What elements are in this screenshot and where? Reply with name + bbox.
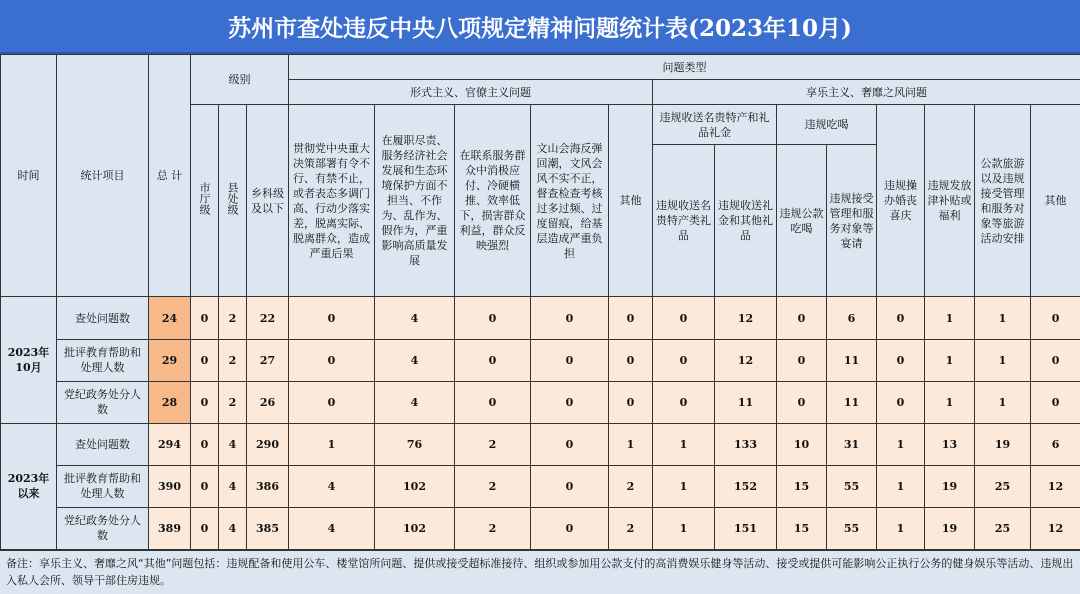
row-label: 查处问题数 — [57, 423, 149, 465]
cell: 15 — [777, 507, 827, 549]
header-formalism-2: 在履职尽责、服务经济社会发展和生态环境保护方面不担当、不作为、乱作为、假作为，严重影响高质量发展 — [375, 105, 455, 297]
cell: 0 — [1031, 381, 1080, 423]
cell: 0 — [653, 297, 715, 339]
cell: 151 — [715, 507, 777, 549]
table-row — [1, 297, 1080, 339]
cell: 31 — [827, 423, 877, 465]
cell: 19 — [925, 465, 975, 507]
cell-total: 294 — [149, 423, 191, 465]
cell: 0 — [531, 381, 609, 423]
table-row — [1, 381, 1080, 423]
cell: 0 — [191, 465, 219, 507]
cell: 1 — [925, 381, 975, 423]
cell: 0 — [531, 507, 609, 549]
header-level-township: 乡科级及以下 — [247, 105, 289, 297]
cell-total: 390 — [149, 465, 191, 507]
cell-total: 28 — [149, 381, 191, 423]
cell: 0 — [531, 423, 609, 465]
cell: 22 — [247, 297, 289, 339]
cell: 386 — [247, 465, 289, 507]
period-label: 2023年10月 — [1, 297, 57, 423]
cell: 0 — [609, 381, 653, 423]
header-eat-2: 违规接受管理和服务对象等宴请 — [827, 145, 877, 297]
header-hedonism-other: 其他 — [1031, 105, 1080, 297]
cell: 10 — [777, 423, 827, 465]
table-row — [1, 423, 1080, 465]
cell: 0 — [777, 297, 827, 339]
cell: 385 — [247, 507, 289, 549]
cell: 0 — [877, 339, 925, 381]
cell: 1 — [289, 423, 375, 465]
cell: 4 — [219, 423, 247, 465]
row-label: 党纪政务处分人数 — [57, 507, 149, 549]
cell: 15 — [777, 465, 827, 507]
cell: 19 — [975, 423, 1031, 465]
cell: 1 — [653, 423, 715, 465]
cell: 2 — [219, 339, 247, 381]
cell: 0 — [289, 381, 375, 423]
header-problem-type: 问题类型 — [289, 55, 1080, 80]
table-row — [1, 465, 1080, 507]
row-label: 批评教育帮助和处理人数 — [57, 465, 149, 507]
header-item: 统计项目 — [57, 55, 149, 297]
cell: 55 — [827, 507, 877, 549]
header-total: 总 计 — [149, 55, 191, 297]
cell: 4 — [219, 465, 247, 507]
cell: 2 — [455, 423, 531, 465]
table-row — [1, 339, 1080, 381]
cell: 2 — [609, 507, 653, 549]
cell: 55 — [827, 465, 877, 507]
cell-total: 389 — [149, 507, 191, 549]
header-subsidy: 违规发放津补贴或福利 — [925, 105, 975, 297]
cell: 0 — [1031, 339, 1080, 381]
footnote: 备注：享乐主义、奢靡之风“其他”问题包括：违规配备和使用公车、楼堂馆所问题、提供或接受超标准接待、组织或参加用公款支付的高消费娱乐健身等活动、接受或提供可能影响公正执行公务的健身娱乐等活动、违规出入私人会所、领导干部住房违规。 — [0, 550, 1080, 594]
table-row — [1, 507, 1080, 549]
cell: 1 — [877, 465, 925, 507]
cell: 0 — [191, 339, 219, 381]
cell: 4 — [375, 297, 455, 339]
cell: 25 — [975, 465, 1031, 507]
cell: 12 — [715, 339, 777, 381]
cell: 1 — [975, 381, 1031, 423]
cell: 1 — [925, 339, 975, 381]
cell: 13 — [925, 423, 975, 465]
cell: 11 — [827, 381, 877, 423]
cell: 27 — [247, 339, 289, 381]
cell: 0 — [1031, 297, 1080, 339]
header-gift-group: 违规收送名贵特产和礼品礼金 — [653, 105, 777, 145]
row-label: 查处问题数 — [57, 297, 149, 339]
cell: 11 — [715, 381, 777, 423]
header-time: 时间 — [1, 55, 57, 297]
header-wedding: 违规操办婚丧喜庆 — [877, 105, 925, 297]
header-level-city: 市厅级 — [191, 105, 219, 297]
cell: 0 — [531, 465, 609, 507]
cell: 2 — [455, 507, 531, 549]
cell: 0 — [653, 339, 715, 381]
cell: 152 — [715, 465, 777, 507]
cell: 76 — [375, 423, 455, 465]
header-hedonism: 享乐主义、奢靡之风问题 — [653, 80, 1080, 105]
header-eat-group: 违规吃喝 — [777, 105, 877, 145]
cell: 4 — [219, 507, 247, 549]
header-formalism-3: 在联系服务群众中消极应付、冷硬横推、效率低下，损害群众利益，群众反映强烈 — [455, 105, 531, 297]
header-level-county: 县处级 — [219, 105, 247, 297]
cell-total: 24 — [149, 297, 191, 339]
period-label: 2023年以来 — [1, 423, 57, 549]
cell: 0 — [191, 507, 219, 549]
header-formalism-1: 贯彻党中央重大决策部署有令不行、有禁不止，或者表态多调门高、行动少落实差，脱离实际、脱离群众，造成严重后果 — [289, 105, 375, 297]
cell: 290 — [247, 423, 289, 465]
cell: 0 — [877, 381, 925, 423]
cell: 1 — [877, 423, 925, 465]
cell: 0 — [653, 381, 715, 423]
cell: 102 — [375, 465, 455, 507]
header-formalism-other: 其他 — [609, 105, 653, 297]
cell: 4 — [289, 465, 375, 507]
cell: 4 — [289, 507, 375, 549]
cell: 133 — [715, 423, 777, 465]
cell: 0 — [531, 297, 609, 339]
header-formalism: 形式主义、官僚主义问题 — [289, 80, 653, 105]
cell: 1 — [609, 423, 653, 465]
cell: 0 — [877, 297, 925, 339]
cell: 0 — [191, 297, 219, 339]
cell: 102 — [375, 507, 455, 549]
cell: 0 — [609, 339, 653, 381]
cell: 2 — [219, 297, 247, 339]
cell: 0 — [191, 423, 219, 465]
cell: 6 — [1031, 423, 1080, 465]
cell: 0 — [455, 297, 531, 339]
cell: 4 — [375, 339, 455, 381]
header-gift-1: 违规收送名贵特产类礼品 — [653, 145, 715, 297]
cell: 2 — [455, 465, 531, 507]
row-label: 党纪政务处分人数 — [57, 381, 149, 423]
cell: 2 — [609, 465, 653, 507]
cell: 0 — [289, 297, 375, 339]
page-title: 苏州市查处违反中央八项规定精神问题统计表(2023年10月) — [0, 0, 1080, 54]
cell: 0 — [455, 381, 531, 423]
header-gift-2: 违规收送礼金和其他礼品 — [715, 145, 777, 297]
header-travel: 公款旅游以及违规接受管理和服务对象等旅游活动安排 — [975, 105, 1031, 297]
cell: 0 — [191, 381, 219, 423]
cell: 0 — [777, 339, 827, 381]
header-level: 级别 — [191, 55, 289, 105]
cell: 19 — [925, 507, 975, 549]
cell: 0 — [531, 339, 609, 381]
cell: 0 — [455, 339, 531, 381]
cell: 1 — [877, 507, 925, 549]
statistics-table — [0, 54, 1080, 550]
cell: 1 — [975, 297, 1031, 339]
cell: 1 — [975, 339, 1031, 381]
cell: 4 — [375, 381, 455, 423]
cell: 12 — [715, 297, 777, 339]
cell: 0 — [609, 297, 653, 339]
header-formalism-4: 文山会海反弹回潮，文风会风不实不正，督查检查考核过多过频、过度留痕，给基层造成严重负担 — [531, 105, 609, 297]
header-eat-1: 违规公款吃喝 — [777, 145, 827, 297]
cell: 1 — [653, 465, 715, 507]
cell: 26 — [247, 381, 289, 423]
cell: 0 — [289, 339, 375, 381]
cell: 2 — [219, 381, 247, 423]
cell: 1 — [653, 507, 715, 549]
cell: 1 — [925, 297, 975, 339]
cell: 12 — [1031, 507, 1080, 549]
cell: 12 — [1031, 465, 1080, 507]
row-label: 批评教育帮助和处理人数 — [57, 339, 149, 381]
cell: 6 — [827, 297, 877, 339]
cell-total: 29 — [149, 339, 191, 381]
cell: 11 — [827, 339, 877, 381]
cell: 25 — [975, 507, 1031, 549]
cell: 0 — [777, 381, 827, 423]
